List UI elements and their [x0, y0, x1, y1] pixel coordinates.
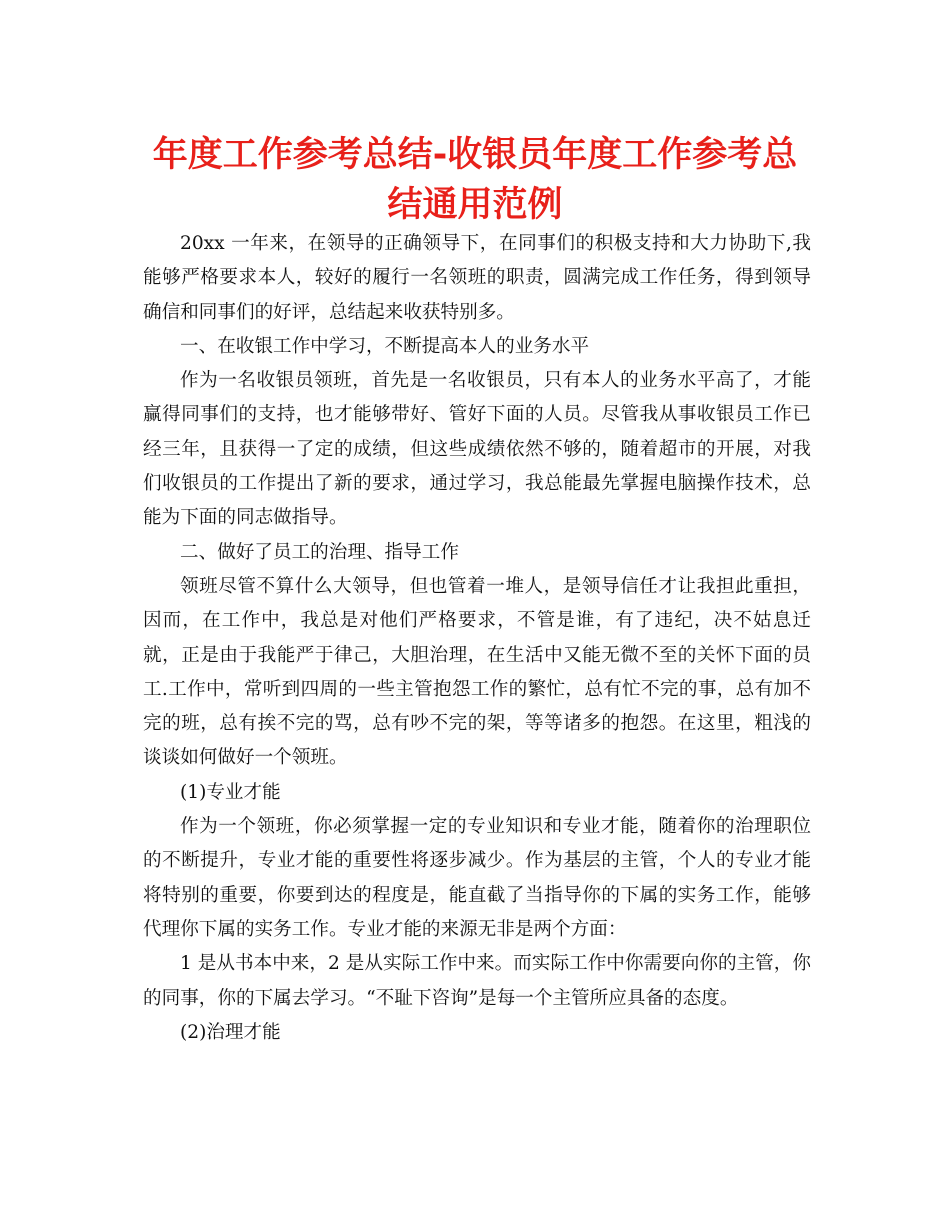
document-body	[143, 227, 811, 1050]
paragraph-sources: 1 是从书本中来，2 是从实际工作中来。而实际工作中你需要向你的主管，你的同事，你的下属去学习。“不耻下咨询”是每一个主管所应具备的态度。	[143, 953, 811, 1009]
subheading-professional-ability: (1)专业才能	[180, 781, 281, 803]
paragraph-section-2: 领班尽管不算什么大领导，但也管着一堆人，是领导信任才让我担此重担，因而，在工作中，我总是对他们严格要求，不管是谁，有了违纪，决不姑息迁就，正是由于我能严于律己，大胆治理，在生活中又能无微不至的关怀下面的员工.工作中，常听到四周的一些主管抱怨工作的繁忙，总有忙不完的事，总有加不完的班，总有挨不完的骂，总有吵不完的架，等等诸多的抱怨。在这里，粗浅的谈谈如何做好一个领班。	[143, 575, 811, 769]
paragraph-section-1: 作为一名收银员领班，首先是一名收银员，只有本人的业务水平高了，才能赢得同事们的支持，也才能够带好、管好下面的人员。尽管我从事收银员工作已经三年，且获得一了定的成绩，但这些成绩依然不够的，随着超市的开展，对我们收银员的工作提出了新的要求，通过学习，我总能最先掌握电脑操作技术，总能为下面的同志做指导。	[143, 370, 811, 529]
paragraph-intro: 20xx 一年来，在领导的正确领导下，在同事们的积极支持和大力协助下,我能够严格要求本人，较好的履行一名领班的职责，圆满完成工作任务，得到领导确信和同事们的好评，总结起来收获特别多。	[143, 233, 811, 323]
section-heading-2: 二、做好了员工的治理、指导工作	[180, 541, 459, 563]
section-heading-1: 一、在收银工作中学习，不断提高本人的业务水平	[180, 335, 590, 357]
page-title: 年度工作参考总结-收银员年度工作参考总结通用范例	[152, 135, 798, 225]
subheading-management-ability: (2)治理才能	[180, 1021, 281, 1043]
paragraph-professional-ability: 作为一个领班，你必须掌握一定的专业知识和专业才能，随着你的治理职位的不断提升，专业才能的重要性将逐步减少。作为基层的主管，个人的专业才能将特别的重要，你要到达的程度是，能直截了当指导你的下属的实务工作，能够代理你下属的实务工作。专业才能的来源无非是两个方面：	[143, 816, 811, 940]
